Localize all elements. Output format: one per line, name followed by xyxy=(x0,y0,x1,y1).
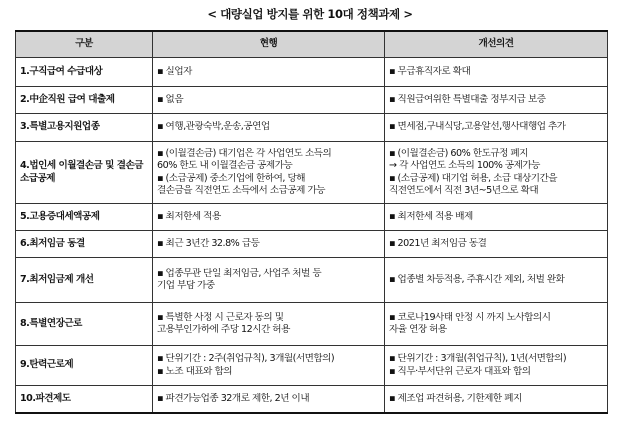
cell-line: ▪ 여행,관광숙박,운송,공연업 xyxy=(157,121,270,133)
cell-line: ▪ 없음 xyxy=(157,93,184,105)
cell-line: ▪ 무급휴직자로 확대 xyxy=(389,65,471,77)
cell-line: 직전연도에서 직전 3년~5년으로 확대 xyxy=(389,184,539,196)
cell-line: 자율 연장 허용 xyxy=(389,324,447,335)
table-row xyxy=(16,114,608,142)
cell-line: 기업 부담 가중 xyxy=(157,280,215,291)
row-current xyxy=(153,346,385,386)
table-row xyxy=(16,58,608,87)
row-improvement xyxy=(385,58,608,87)
cell-line: ▪ (이월결손금) 대기업은 각 사업연도 소득의 xyxy=(157,147,332,159)
cell-line: 결손금을 직전연도 소득에서 소급공제 가능 xyxy=(157,184,326,196)
row-improvement xyxy=(385,87,608,114)
header-category: 구분 xyxy=(16,31,153,58)
row-category: 2.中企직원 급여 대출제 xyxy=(16,87,153,114)
row-improvement xyxy=(385,258,608,303)
cell-line: ▪ 최근 3년간 32.8% 급등 xyxy=(157,237,260,249)
row-category: 10.파견제도 xyxy=(16,386,153,413)
row-current xyxy=(153,87,385,114)
row-improvement xyxy=(385,231,608,258)
cell-line: ▪ 직원급여위한 특별대출 정부지급 보증 xyxy=(389,93,546,105)
row-category: 4.법인세 이월결손금 및 결손금 소급공제 xyxy=(16,142,153,204)
cell-line: → 각 사업연도 소득의 100% 공제가능 xyxy=(389,160,540,172)
cell-line: ▪ 직무·부서단위 근로자 대표와 합의 xyxy=(389,365,531,377)
table-row xyxy=(16,303,608,346)
table-row xyxy=(16,258,608,303)
cell-line: ▪ (이월결손금) 60% 한도규정 폐지 xyxy=(389,147,528,159)
row-improvement xyxy=(385,114,608,142)
table-row xyxy=(16,142,608,204)
row-category: 9.탄력근로제 xyxy=(16,346,153,386)
table-row xyxy=(16,87,608,114)
policy-table xyxy=(15,30,608,414)
cell-line: ▪ 제조업 파견허용, 기한제한 폐지 xyxy=(389,392,522,404)
cell-line: ▪ (소급공제) 대기업 허용, 소급 대상기간을 xyxy=(389,172,558,184)
row-current xyxy=(153,258,385,303)
cell-line: ▪ 파견가능업종 32개로 제한, 2년 이내 xyxy=(157,392,310,404)
row-improvement xyxy=(385,204,608,231)
row-current xyxy=(153,114,385,142)
row-current xyxy=(153,58,385,87)
row-current xyxy=(153,142,385,204)
cell-line: ▪ 최저한세 적용 배제 xyxy=(389,210,473,222)
table-row xyxy=(16,231,608,258)
cell-line: ▪ 2021년 최저임금 동결 xyxy=(389,237,487,249)
row-category: 5.고용증대세액공제 xyxy=(16,204,153,231)
cell-line: 60% 한도 내 이월결손금 공제가능 xyxy=(157,160,293,172)
row-improvement xyxy=(385,346,608,386)
cell-line: ▪ 단위기간 : 3개월(취업규칙), 1년(서면합의) xyxy=(389,353,567,365)
row-category: 1.구직급여 수급대상 xyxy=(16,58,153,87)
cell-line: ▪ 면세점,구내식당,고용알선,행사대행업 추가 xyxy=(389,121,566,133)
table-row xyxy=(16,346,608,386)
cell-line: ▪ 실업자 xyxy=(157,65,192,77)
row-improvement xyxy=(385,386,608,413)
row-improvement xyxy=(385,303,608,346)
header-row xyxy=(16,31,608,58)
cell-line: 고용부인가하에 주당 12시간 허용 xyxy=(157,324,290,335)
table-row xyxy=(16,386,608,413)
row-improvement xyxy=(385,142,608,204)
row-current xyxy=(153,231,385,258)
table-row xyxy=(16,204,608,231)
row-category: 3.특별고용지원업종 xyxy=(16,114,153,142)
header-improvement: 개선의견 xyxy=(385,31,608,58)
row-category: 8.특별연장근로 xyxy=(16,303,153,346)
table-title: < 대량실업 방지를 위한 10대 정책과제 > xyxy=(207,7,413,21)
cell-line: ▪ 노조 대표와 합의 xyxy=(157,365,233,377)
cell-line: ▪ 업종별 차등적용, 주휴시간 제외, 처벌 완화 xyxy=(389,273,565,285)
row-current xyxy=(153,303,385,346)
cell-line: ▪ 업종무관 단일 최저임금, 사업주 처벌 등 xyxy=(157,267,322,279)
row-category: 6.최저임금 동결 xyxy=(16,231,153,258)
cell-line: ▪ 단위기간 : 2주(취업규칙), 3개월(서면합의) xyxy=(157,353,335,365)
cell-line: ▪ 코로나19사태 안정 시 까지 노사합의시 xyxy=(389,311,551,323)
row-category: 7.최저임금제 개선 xyxy=(16,258,153,303)
row-current xyxy=(153,204,385,231)
cell-line: ▪ 특별한 사정 시 근로자 동의 및 xyxy=(157,311,284,323)
header-current: 현행 xyxy=(153,31,385,58)
cell-line: ▪ 최저한세 적용 xyxy=(157,210,221,222)
cell-line: ▪ (소급공제) 중소기업에 한하여, 당해 xyxy=(157,172,305,184)
row-current xyxy=(153,386,385,413)
